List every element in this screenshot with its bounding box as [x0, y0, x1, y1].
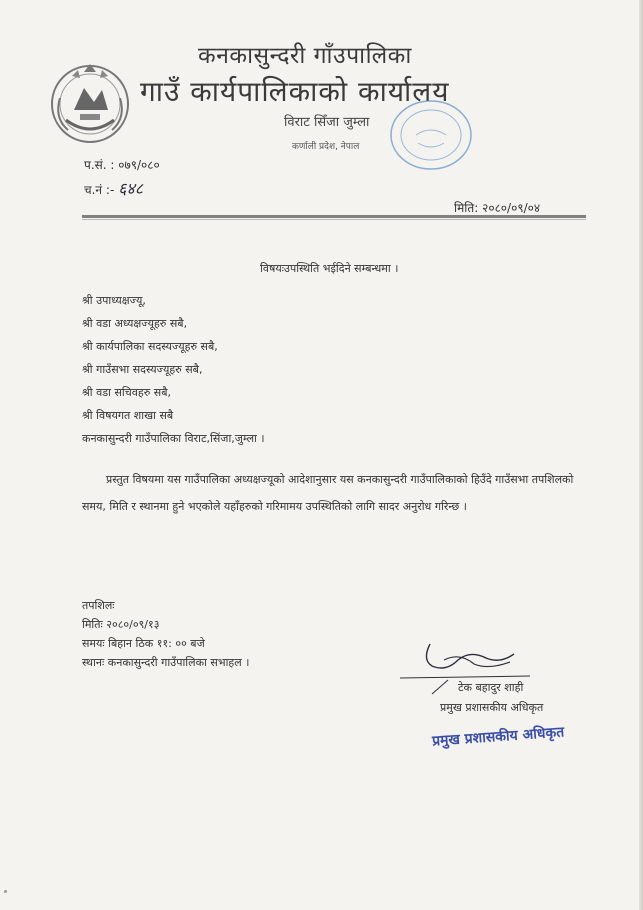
subject-line: विषयःउपस्थिति भईदिने सम्बन्धमा ।	[260, 262, 399, 275]
office-seal	[386, 95, 476, 175]
recipient-line: श्री गाउँसभा सदस्यज्यूहरु सबै,	[82, 363, 203, 376]
scan-mark	[4, 890, 7, 893]
letter-date: मिति: २०८०/०९/०४	[454, 201, 541, 215]
recipient-line: श्री कार्यपालिका सदस्यज्यूहरु सबै,	[82, 340, 218, 353]
designation-stamp: प्रमुख प्रशासकीय अधिकृत	[431, 724, 565, 750]
nepal-emblem-icon	[44, 58, 136, 150]
chalani-number	[84, 177, 143, 199]
province-name: कर्णाली प्रदेश, नेपाल	[292, 142, 360, 152]
header-rule-thin	[82, 219, 586, 220]
recipient-line: श्री उपाध्यक्षज्यू,	[82, 294, 146, 307]
body-paragraph: प्रस्तुत विषयमा यस गाउँपालिका अध्यक्षज्यूको आदेशानुसार यस कनकासुन्दरी गाउँपालिकाको हिउँदे गाउँसभा तपशिलको समय, मिति र स्थानमा हुने भएकोले यहाँहरुको गरिमामय उपस्थितिको लागि सादर अनुरोध गरिन्छ ।	[82, 473, 574, 513]
patra-value: ०७९/०८०	[118, 158, 160, 172]
details-time: समयः बिहान ठिक ११: ०० बजे	[82, 637, 205, 650]
municipality-name: कनकासुन्दरी गाँउपालिका	[198, 43, 412, 69]
recipient-line: श्री वडा अध्यक्षज्यूहरु सबै,	[82, 317, 188, 330]
recipient-line: श्री वडा सचिवहरु सबै,	[82, 386, 171, 399]
header-rule	[82, 215, 586, 218]
recipient-line: कनकासुन्दरी गाउँपालिका विराट,सिंजा,जुम्ला ।	[82, 432, 265, 445]
scan-edge	[639, 0, 643, 910]
signer-title: प्रमुख प्रशासकीय अधिकृत	[440, 701, 544, 714]
chalani-value: ६४८	[118, 179, 144, 198]
details-date: मितिः २०८०/०९/१३	[82, 618, 160, 631]
details-place: स्थानः कनकासुन्दरी गाउँपालिका सभाहल ।	[82, 656, 250, 669]
office-name: गाउँ कार्यपालिकाको कार्यालय	[140, 75, 450, 108]
patra-label: प.सं. :	[84, 158, 115, 172]
signer-name: टेक बहादुर शाही	[458, 681, 524, 694]
patra-sankhya	[84, 156, 160, 173]
office-location: विराट सिँजा जुम्ला	[284, 115, 370, 130]
chalani-label: च.नं :-	[84, 183, 115, 197]
recipient-line: श्री विषयगत शाखा सबै	[82, 409, 174, 422]
details-heading: तपशिलः	[82, 599, 115, 612]
